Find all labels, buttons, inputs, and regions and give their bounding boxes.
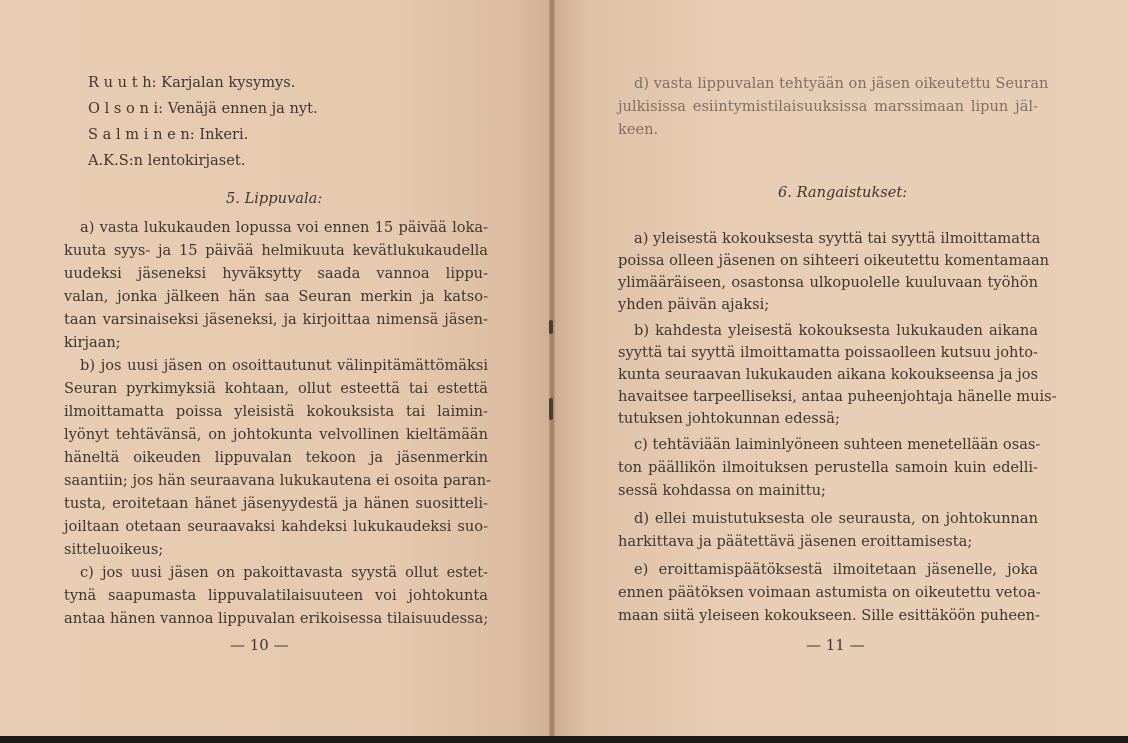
body-line: a) yleisestä kokouksesta syyttä tai syyttä ilmoittamatta [634, 230, 1041, 247]
body-line: sessä kohdassa on mainittu; [618, 482, 826, 499]
body-line: ylimääräiseen, osastonsa ulkopuolelle kuuluvaan työhön [618, 274, 1038, 291]
body-line: d) ellei muistutuksesta ole seurausta, on johtokunnan [634, 510, 1038, 527]
body-line: maan siitä yleiseen kokoukseen. Sille esittäköön puheen- [618, 607, 1040, 624]
intro-line: S a l m i n e n: Inkeri. [88, 126, 249, 143]
body-line: valan, jonka jälkeen hän saa Seuran merkin ja katso- [64, 288, 488, 305]
body-line: häneltä oikeuden lippuvalan tekoon ja jäsenmerkin [64, 449, 488, 466]
body-line: yhden päivän ajaksi; [618, 296, 770, 313]
page-number: — 11 — [806, 636, 865, 654]
section-heading: 5. Lippuvala: [226, 190, 323, 207]
body-line: syyttä tai syyttä ilmoittamatta poissaolleen kutsuu johto- [618, 344, 1038, 361]
body-line: antaa hänen vannoa lippuvalan erikoisessa tilaisuudessa; [64, 610, 489, 627]
intro-line: R u u t h: Karjalan kysymys. [88, 74, 296, 91]
binding-gutter [549, 0, 555, 736]
body-line: joiltaan otetaan seuraavaksi kahdeksi lukukaudeksi suo- [64, 518, 488, 535]
body-line: keen. [618, 121, 659, 138]
body-line: d) vasta lippuvalan tehtyään on jäsen oikeutettu Seuran [634, 75, 1049, 92]
body-line: poissa olleen jäsenen on sihteeri oikeutettu komentamaan [618, 252, 1050, 269]
body-line: tynä saapumasta lippuvalatilaisuuteen voi johtokunta [64, 587, 488, 604]
body-line: tusta, eroitetaan hänet jäsenyydestä ja hänen suositteli- [64, 495, 488, 512]
staple [549, 320, 553, 334]
body-line: a) vasta lukukauden lopussa voi ennen 15 päivää loka- [80, 219, 488, 236]
body-line: e) eroittamispäätöksestä ilmoitetaan jäsenelle, joka [634, 561, 1038, 578]
body-line: b) kahdesta yleisestä kokouksesta lukukauden aikana [634, 322, 1038, 339]
body-line: kirjaan; [64, 334, 121, 351]
body-line: Seuran pyrkimyksiä kohtaan, ollut esteettä tai estettä [64, 380, 488, 397]
section-heading: 6. Rangaistukset: [778, 184, 908, 201]
body-line: b) jos uusi jäsen on osoittautunut välinpitämättömäksi [80, 357, 488, 374]
left-page [0, 0, 552, 736]
right-page [552, 0, 1128, 736]
intro-line: A.K.S:n lentokirjaset. [88, 152, 246, 169]
table-edge [0, 736, 1128, 743]
body-line: saantiin; jos hän seuraavana lukukautena ei osoita paran- [64, 472, 492, 489]
body-line: taan varsinaiseksi jäseneksi, ja kirjoittaa nimensä jäsen- [64, 311, 488, 328]
body-line: tutuksen johtokunnan edessä; [618, 410, 840, 427]
intro-line: O l s o n i: Venäjä ennen ja nyt. [88, 100, 318, 117]
body-line: sitteluoikeus; [64, 541, 164, 558]
body-line: havaitsee tarpeelliseksi, antaa puheenjohtaja hänelle muis- [618, 388, 1057, 405]
body-line: ennen päätöksen voimaan astumista on oikeutettu vetoa- [618, 584, 1041, 601]
body-line: lyönyt tehtävänsä, on johtokunta velvollinen kieltämään [64, 426, 488, 443]
body-line: c) jos uusi jäsen on pakoittavasta syystä ollut estet- [80, 564, 488, 581]
staple [549, 398, 553, 420]
page-number: — 10 — [230, 636, 289, 654]
body-line: uudeksi jäseneksi hyväksytty saada vannoa lippu- [64, 265, 488, 282]
body-line: kunta seuraavan lukukauden aikana kokoukseensa ja jos [618, 366, 1038, 383]
body-line: kuuta syys- ja 15 päivää helmikuuta kevätlukukaudella [64, 242, 488, 259]
body-line: c) tehtäviään laiminlyöneen suhteen menetellään osas- [634, 436, 1041, 453]
body-line: harkittava ja päätettävä jäsenen eroittamisesta; [618, 533, 973, 550]
body-line: ton päällikön ilmoituksen perustella samoin kuin edelli- [618, 459, 1038, 476]
body-line: julkisissa esiintymistilaisuuksissa marssimaan lipun jäl- [618, 98, 1038, 115]
body-line: ilmoittamatta poissa yleisistä kokouksista tai laimin- [64, 403, 488, 420]
